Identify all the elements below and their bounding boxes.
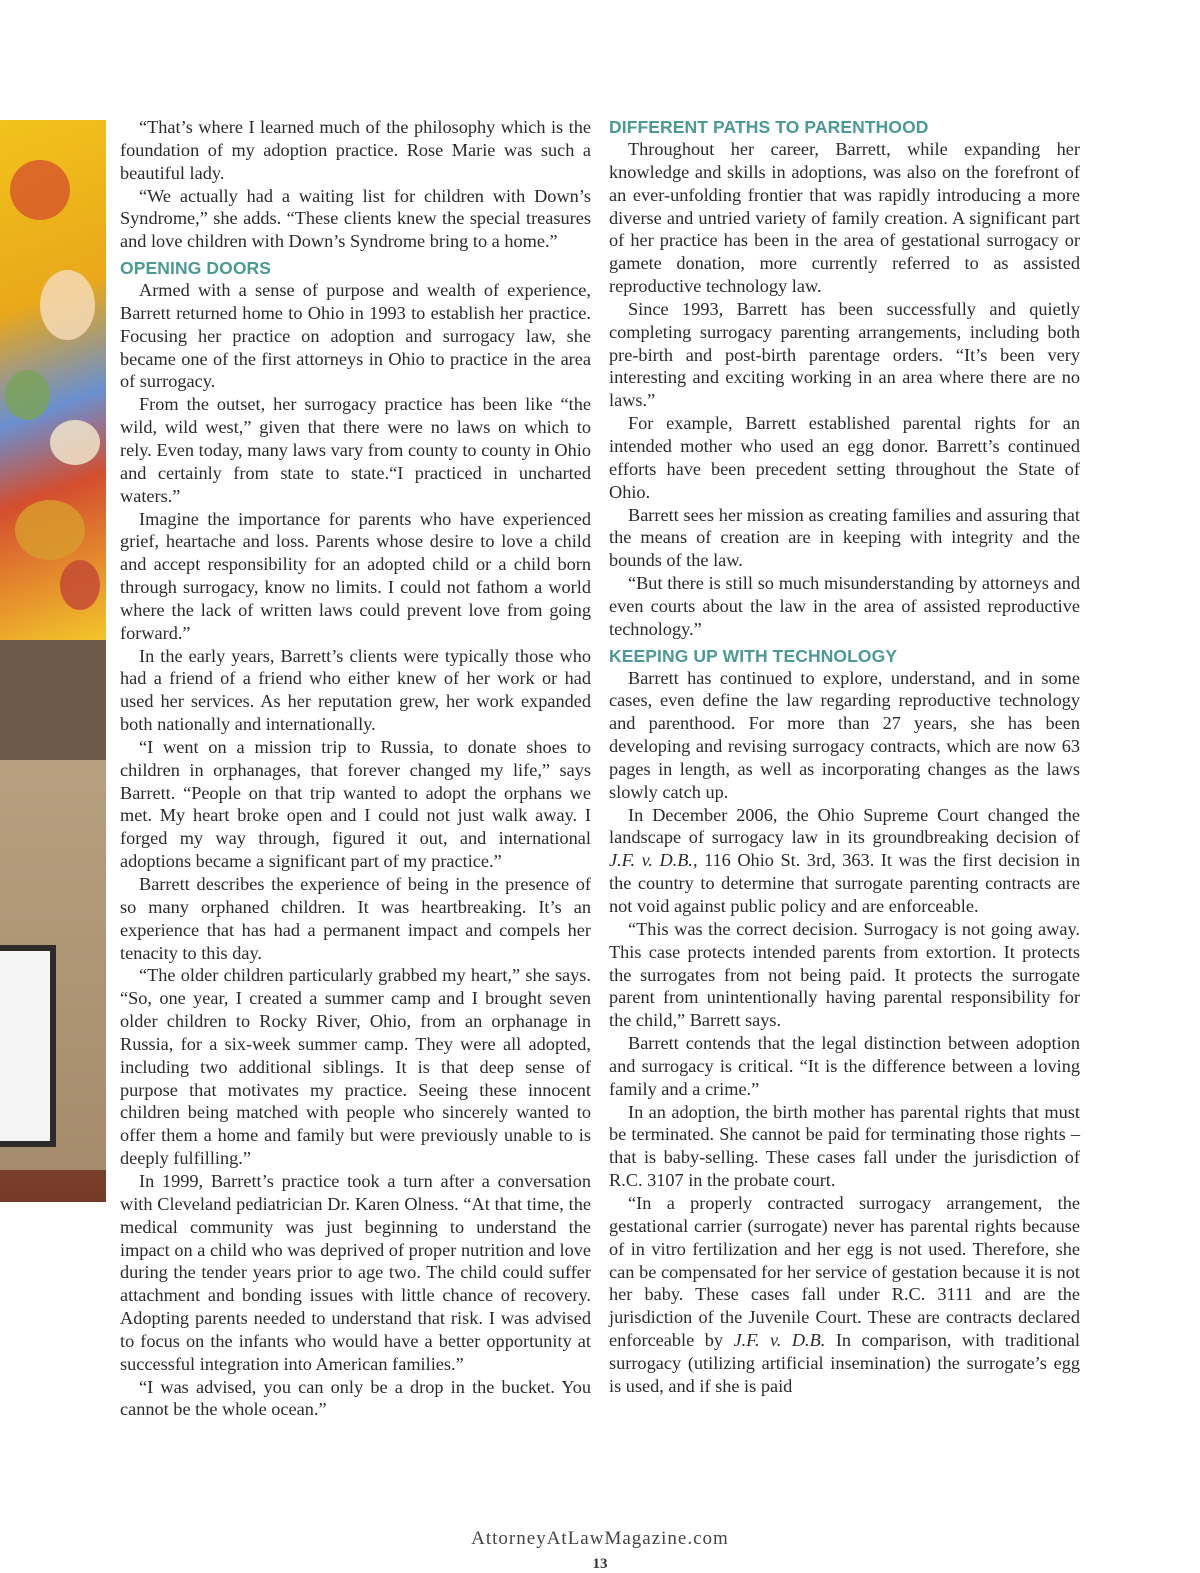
paragraph: Barrett contends that the legal distinction between adoption and surrogacy is critical. “It is the difference between a loving family and a crime.” (609, 1033, 1080, 1099)
paragraph: “The older children particularly grabbed my heart,” she says. “So, one year, I created a summer camp and I brought seven older children to Rocky River, Ohio, from an orphanage in Russia, for a six-week summer camp. They were all adopted, including two additional siblings. It is that deep sense of purpose that motivates my practice. Seeing these innocent children being matched with people who sincerely wanted to offer them a home and family but were previously unable to is deeply fulfilling.” (120, 965, 591, 1169)
paragraph: From the outset, her surrogacy practice has been like “the wild, wild west,” given that there were no laws on which to rely. Even today, many laws vary from county to county in Ohio and certainly from state to state.“I practiced in uncharted waters.” (120, 394, 591, 506)
paragraph: Since 1993, Barrett has been successfully and quietly completing surrogacy parenting arrangements, including both pre-birth and post-birth parentage orders. “It’s been very interesting and exciting working in an area where there are no laws.” (609, 298, 1080, 411)
section-heading-opening-doors: OPENING DOORS (120, 258, 272, 279)
paragraph: Barrett describes the experience of being in the presence of so many orphaned children. It was heartbreaking. It’s an experience that has had a permanent impact and compels her tenacity to this day. (120, 874, 591, 963)
section-heading-keeping-up: KEEPING UP WITH TECHNOLOGY (609, 645, 898, 666)
whiteboard (0, 945, 56, 1147)
paragraph: In 1999, Barrett’s practice took a turn after a conversation with Cleveland pediatrician Dr. Karen Olness. “At that time, the medical community was just beginning to understand the impact on a child who was deprived of proper nutrition and love during the tender years prior to age two. The child could suffer attachment and bonding issues with little chance of recovery. Adopting parents needed to understand that risk. I was advised to focus on the infants who would have a better opportunity at successful integration into American families.” (120, 1170, 591, 1374)
paragraph: Throughout her career, Barrett, while expanding her knowledge and skills in adoptions, was also on the forefront of an ever-unfolding frontier that was rapidly introducing a more diverse and untried variety of family creation. A significant part of her practice has been in the area of gestational surrogacy or gamete donation, more currently referred to as assisted reproductive technology law. (609, 139, 1080, 297)
paragraph: For example, Barrett established parental rights for an intended mother who used an egg donor. Barrett’s continued efforts have been precedent setting throughout the State of Ohio. (609, 413, 1080, 502)
case-citation: J.F. v. D.B. (733, 1330, 826, 1351)
paragraph: “I went on a mission trip to Russia, to donate shoes to children in orphanages, that forever changed my life,” says Barrett. “People on that trip wanted to adopt the orphans we met. My heart broke open and I could not just walk away. I forged my way through, figured it out, and international adoptions became a significant part of my practice.” (120, 736, 591, 872)
right-column (609, 116, 1080, 1398)
text-run: In December 2006, the Ohio Supreme Court changed the landscape of surrogacy law in its groundbreaking decision of (609, 804, 1080, 848)
paragraph: “But there is still so much misunderstanding by attorneys and even courts about the law in the area of assisted reproductive technology.” (609, 573, 1080, 639)
text-run: In comparison, with traditional surrogacy (utilizing artificial insemination) the surrogate’s egg is used, and if she is paid (609, 1330, 1080, 1396)
paragraph: “This was the correct decision. Surrogacy is not going away. This case protects intended parents from extortion. It protects the surrogates from not being paid. It protects the surrogate parent from unintentionally having parental responsibility for the child,” Barrett says. (609, 918, 1080, 1031)
paragraph (609, 804, 1080, 918)
paragraph: Imagine the importance for parents who have experienced grief, heartache and loss. Parents whose desire to love a child and accept responsibility for an adopted child or a child born through surrogacy, know no limits. I could not fathom a world where the lack of written laws could prevent love from going forward.” (120, 508, 591, 643)
paragraph: In the early years, Barrett’s clients were typically those who had a friend of a friend who either knew of her work or had used her services. As her reputation grew, her work expanded both nationally and internationally. (120, 645, 591, 735)
text-run: 116 Ohio St. 3rd, 363. It was the first decision in the country to determine that surrogate parenting contracts are not void against public policy and are enforceable. (609, 850, 1080, 916)
magazine-website[interactable]: AttorneyAtLawMagazine.com (471, 1528, 729, 1549)
paragraph: Armed with a sense of purpose and wealth of experience, Barrett returned home to Ohio in 1993 to establish her practice. Focusing her practice on adoption and surrogacy law, she became one of the first attorneys in Ohio to practice in the area of surrogacy. (120, 280, 591, 392)
paragraph: “That’s where I learned much of the philosophy which is the foundation of my adoption practice. Rose Marie was such a beautiful lady. (120, 117, 591, 183)
desk (0, 1170, 106, 1202)
paragraph: In an adoption, the birth mother has parental rights that must be terminated. She cannot be paid for terminating those rights – that is baby-selling. These cases fall under the jurisdiction of R.C. 3107 in the probate court. (609, 1101, 1080, 1191)
case-citation: J.F. v. D.B., (609, 850, 698, 871)
paragraph: “I was advised, you can only be a drop in the bucket. You cannot be the whole ocean.” (120, 1376, 591, 1420)
page-number: 13 (592, 1556, 608, 1572)
left-column (120, 116, 591, 1421)
paragraph: “We actually had a waiting list for children with Down’s Syndrome,” she adds. “These clients knew the special treasures and love children with Down’s Syndrome bring to a home.” (120, 185, 591, 252)
section-heading-different-paths: DIFFERENT PATHS TO PARENTHOOD (609, 117, 929, 137)
picture-frame (0, 640, 106, 760)
paragraph: Barrett sees her mission as creating families and assuring that the means of creation are in keeping with integrity and the bounds of the law. (609, 504, 1080, 571)
paragraph (609, 1192, 1080, 1398)
article-photo (0, 120, 106, 1202)
paragraph: Barrett has continued to explore, understand, and in some cases, even define the law regarding reproductive technology and parenthood. For more than 27 years, she has been developing and revising surrogacy contracts, which are now 63 pages in length, as well as incorporating changes as the laws slowly catch up. (609, 667, 1080, 802)
text-run: “In a properly contracted surrogacy arrangement, the gestational carrier (surrogate) never has parental rights because of in vitro fertilization and her egg is not used. Therefore, she can be compensated for her service of gestation because it is not her baby. These cases fall under R.C. 3111 and are the jurisdiction of the Juvenile Court. These are contracts declared enforceable by (609, 1192, 1080, 1351)
poster-image (0, 120, 106, 640)
